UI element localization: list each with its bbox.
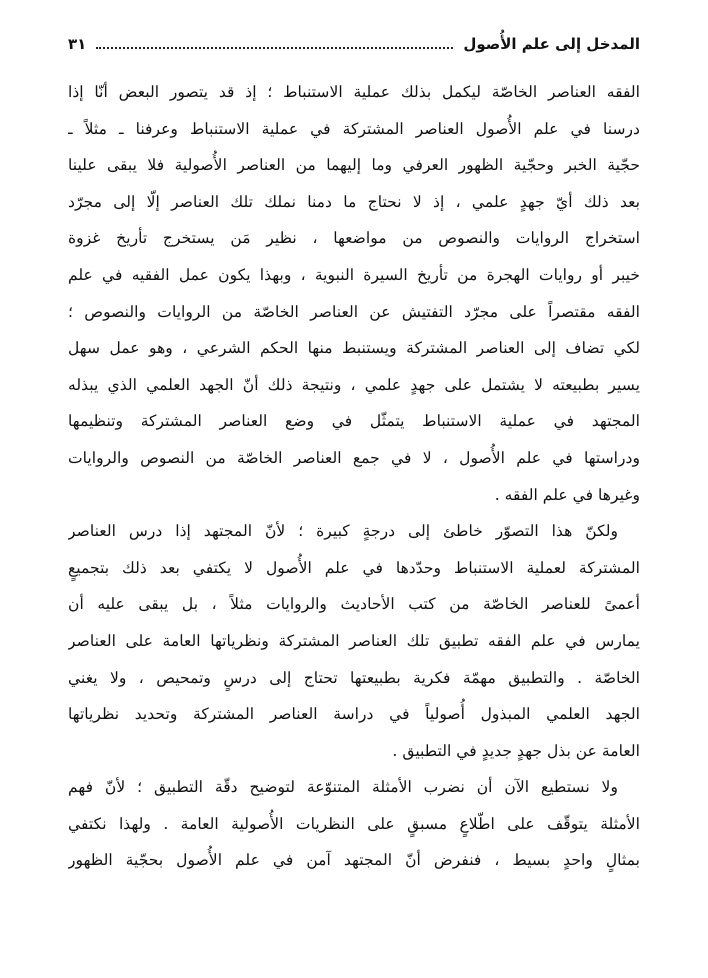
text-line: يسير بطبيعته لا يشتمل على جهدٍ علمي ، ونتيجة ذلك أنّ الجهد العلمي الذي يبذله — [68, 375, 640, 394]
text-line: لكي تضاف إلى العناصر المشتركة ويستنبط منها الحكم الشرعي ، وهو عمل سهل — [68, 339, 640, 358]
page-number: ٣١ — [68, 35, 87, 53]
text-line: ودراستها في علم الأُصول ، لا في جمع العناصر الخاصّة من النصوص والروايات — [68, 448, 640, 467]
paragraph-first-line: ولكنّ هذا التصوّر خاطئ إلى درجةٍ كبيرة ؛ لأنّ المجتهد إذا درس العناصر — [68, 522, 618, 541]
text-line: الخاصّة . والتطبيق مهمّة فكرية بطبيعتها تحتاج إلى درسٍ وتمحيص ، ولا يغني — [68, 668, 640, 687]
text-line: الفقه مقتصراً على مجرّد التفتيش عن العناصر الخاصّة من الروايات والنصوص ؛ — [68, 302, 640, 321]
text-line: الأمثلة يتوقّف على اطّلاعٍ مسبقٍ على النظريات الأُصولية العامة . ولهذا نكتفي — [68, 814, 640, 833]
paragraph-end-line: وغيرها في علم الفقه . — [494, 485, 640, 504]
text-line: يمارس في علم الفقه تطبيق تلك العناصر المشتركة ونظرياتها العامة على العناصر — [68, 631, 640, 650]
header-title: المدخل إلى علم الأُصول — [463, 35, 640, 53]
paragraph-first-line: ولا نستطيع الآن أن نضرب الأمثلة المتنوّعة لتوضيح دقّة التطبيق ؛ لأنّ فهم — [68, 778, 618, 797]
body-text — [68, 74, 640, 879]
text-line: الفقه العناصر الخاصّة ليكمل بذلك عملية الاستنباط ؛ إذ قد يتصور البعض أنّا إذا — [68, 83, 640, 101]
text-line: استخراج الروايات والنصوص من مواضعها ، نظير مَن يستخرج تأريخ غزوة — [68, 229, 640, 248]
text-line: المشتركة لعملية الاستنباط وحدّدها في علم الأُصول لا يكتفي بعد ذلك بتجميعٍ — [68, 558, 640, 577]
header-dot-leader — [96, 47, 453, 49]
running-header — [68, 30, 640, 58]
text-line: بعد ذلك أيّ جهدٍ علمي ، إذ لا نحتاج ما دمنا نملك تلك العناصر إلّا إلى مجرّد — [68, 192, 640, 211]
text-line: الجهد العلمي المبذول أُصولياً في دراسة العناصر المشتركة وتحديد نظرياتها — [68, 705, 640, 724]
text-line: أعمىً للعناصر الخاصّة من كتب الأحاديث والروايات مثلاً ، بل يبقى عليه أن — [68, 595, 640, 614]
text-line: درسنا في علم الأُصول العناصر المشتركة في عملية الاستنباط وعرفنا ـ مثلاً ـ — [68, 119, 640, 138]
paragraph-end-line: العامة عن بذل جهدٍ جديدٍ في التطبيق . — [392, 741, 640, 760]
text-line: المجتهد في عملية الاستنباط يتمثّل في وضع العناصر المشتركة وتنظيمها — [68, 412, 640, 431]
text-line: حجّية الخبر وحجّية الظهور العرفي وما إليهما من العناصر الأُصولية فلا يبقى علينا — [68, 156, 640, 175]
text-line: خيبر أو روايات الهجرة من تأريخ السيرة النبوية ، وبهذا يكون عمل الفقيه في علم — [68, 265, 640, 284]
text-line: بمثالٍ واحدٍ بسيط ، فنفرض أنّ المجتهد آمن في علم الأُصول بحجّية الظهور — [68, 851, 640, 870]
